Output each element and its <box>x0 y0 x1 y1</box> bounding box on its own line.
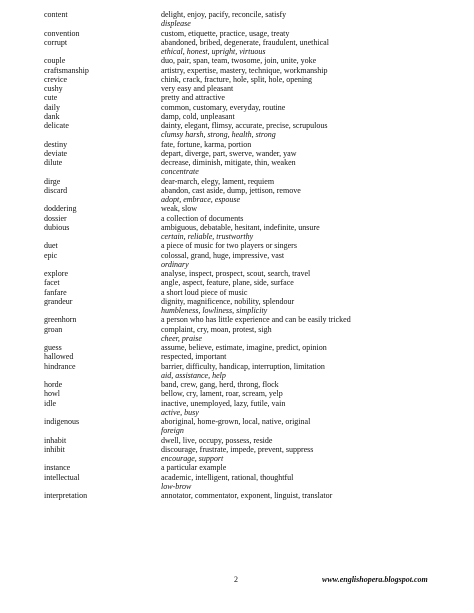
site-url: www.englishopera.blogspot.com <box>322 575 428 584</box>
vocab-meaning: dainty, elegant, flimsy, accurate, precise, scrupulous <box>161 121 328 130</box>
vocab-meaning: damp, cold, unpleasant <box>161 111 235 121</box>
vocab-meaning: fate, fortune, karma, portion <box>161 139 252 149</box>
vocab-word: hallowed <box>44 352 74 362</box>
antonym-entry <box>44 454 444 463</box>
vocab-entry <box>44 223 444 232</box>
vocab-word: dubious <box>44 222 70 232</box>
vocab-meaning: dear-march, elegy, lament, requiem <box>161 176 275 186</box>
vocab-antonym: displease <box>161 19 191 29</box>
vocab-entry <box>44 389 444 398</box>
vocab-entry <box>44 241 444 250</box>
antonym-entry <box>44 232 444 241</box>
vocab-word: deviate <box>44 148 68 158</box>
vocab-word: explore <box>44 269 68 278</box>
vocab-meaning: pretty and attractive <box>161 93 225 103</box>
spacer <box>44 19 161 28</box>
vocab-word: greenhorn <box>44 315 77 325</box>
vocab-word: guess <box>44 343 62 352</box>
vocab-word: dank <box>44 111 60 121</box>
vocab-meaning: academic, intelligent, rational, thoughtful <box>161 472 294 482</box>
vocab-entry <box>44 158 444 167</box>
vocab-entry <box>44 445 444 454</box>
vocab-entry <box>44 93 444 102</box>
vocab-entry <box>44 297 444 306</box>
vocab-antonym: concentrate <box>161 167 199 177</box>
vocab-word: groan <box>44 324 63 334</box>
vocab-entry <box>44 214 444 223</box>
antonym-entry <box>44 19 444 28</box>
vocab-entry <box>44 288 444 297</box>
vocab-meaning: dwell, live, occupy, possess, reside <box>161 435 273 445</box>
vocab-meaning: colossal, grand, huge, impressive, vast <box>161 250 285 260</box>
vocab-meaning: annotator, commentator, exponent, linguist, translator <box>161 491 333 500</box>
page-number: 2 <box>234 575 238 584</box>
vocab-meaning: artistry, expertise, mastery, technique, workmanship <box>161 65 328 75</box>
vocab-meaning: very easy and pleasant <box>161 84 234 93</box>
vocab-entry <box>44 149 444 158</box>
spacer <box>44 454 161 463</box>
vocab-word: grandeur <box>44 296 73 306</box>
vocab-word: destiny <box>44 139 68 149</box>
vocab-word: intellectual <box>44 472 80 482</box>
vocab-meaning: common, customary, everyday, routine <box>161 102 286 112</box>
vocab-antonym: aid, assistance, help <box>161 370 226 380</box>
antonym-entry <box>44 306 444 315</box>
vocab-word: instance <box>44 463 71 473</box>
vocab-meaning: a particular example <box>161 463 227 473</box>
vocab-entry <box>44 112 444 121</box>
vocab-entry <box>44 56 444 65</box>
vocab-entry <box>44 491 444 500</box>
vocab-meaning: abandoned, bribed, degenerate, fraudulent, unethical <box>161 37 329 47</box>
vocab-entry <box>44 84 444 93</box>
spacer <box>44 47 161 56</box>
vocab-meaning: aboriginal, home-grown, local, native, original <box>161 417 311 426</box>
spacer <box>44 371 161 380</box>
vocab-word: duet <box>44 241 58 251</box>
vocab-word: indigenous <box>44 417 80 426</box>
vocab-antonym: cheer, praise <box>161 333 202 343</box>
vocab-entry <box>44 29 444 38</box>
vocab-word: doddering <box>44 204 77 214</box>
antonym-entry <box>44 195 444 204</box>
vocab-antonym: adopt, embrace, espouse <box>161 195 241 204</box>
vocab-meaning: a person who has little experience and can be easily tricked <box>161 315 351 325</box>
antonym-entry <box>44 130 444 139</box>
vocab-antonym: clumsy harsh, strong, health, strong <box>161 130 276 140</box>
vocab-meaning: inactive, unemployed, lazy, futile, vain <box>161 398 286 408</box>
vocabulary-list <box>44 10 444 500</box>
vocab-entry <box>44 38 444 47</box>
antonym-entry <box>44 334 444 343</box>
vocab-antonym: ordinary <box>161 259 189 269</box>
vocab-entry <box>44 251 444 260</box>
vocab-entry <box>44 473 444 482</box>
vocab-word: cushy <box>44 84 63 93</box>
vocab-word: couple <box>44 56 66 66</box>
antonym-entry <box>44 426 444 435</box>
vocab-entry <box>44 10 444 19</box>
vocab-word: dilute <box>44 158 63 167</box>
vocab-antonym: low-brow <box>161 481 192 491</box>
vocab-entry <box>44 269 444 278</box>
vocab-antonym: foreign <box>161 426 184 436</box>
vocab-meaning: a piece of music for two players or singers <box>161 241 297 251</box>
vocab-meaning: angle, aspect, feature, plane, side, surface <box>161 278 294 288</box>
spacer <box>44 482 161 491</box>
spacer <box>44 260 161 269</box>
vocab-meaning: delight, enjoy, pacify, reconcile, satisfy <box>161 10 287 19</box>
vocab-antonym: certain, reliable, trustworthy <box>161 232 254 241</box>
antonym-entry <box>44 371 444 380</box>
vocab-entry <box>44 186 444 195</box>
vocab-antonym: encourage, support <box>161 454 224 463</box>
vocab-entry <box>44 75 444 84</box>
vocab-meaning: analyse, inspect, prospect, scout, search, travel <box>161 269 311 278</box>
vocab-word: content <box>44 10 68 19</box>
vocab-entry <box>44 417 444 426</box>
vocab-word: craftsmanship <box>44 65 89 75</box>
vocab-word: howl <box>44 389 60 399</box>
vocab-entry <box>44 463 444 472</box>
vocab-word: dirge <box>44 176 61 186</box>
vocab-meaning: dignity, magnificence, nobility, splendour <box>161 296 295 306</box>
vocab-word: dossier <box>44 213 67 223</box>
vocab-entry <box>44 343 444 352</box>
vocab-word: idle <box>44 398 56 408</box>
spacer <box>44 167 161 176</box>
spacer <box>44 306 161 315</box>
vocab-word: convention <box>44 28 80 38</box>
vocab-meaning: abandon, cast aside, dump, jettison, remove <box>161 185 301 195</box>
vocab-meaning: decrease, diminish, mitigate, thin, weaken <box>161 158 296 167</box>
vocab-word: cute <box>44 93 58 103</box>
vocab-entry <box>44 399 444 408</box>
vocab-entry <box>44 66 444 75</box>
antonym-entry <box>44 408 444 417</box>
vocab-word: interpretation <box>44 491 88 500</box>
vocab-word: crevice <box>44 74 68 84</box>
vocab-meaning: barrier, difficulty, handicap, interruption, limitation <box>161 361 325 371</box>
antonym-entry <box>44 260 444 269</box>
vocab-antonym: ethical, honest, upright, virtuous <box>161 47 266 56</box>
vocab-meaning: a short loud piece of music <box>161 287 248 297</box>
vocab-meaning: custom, etiquette, practice, usage, treaty <box>161 28 290 38</box>
vocab-entry <box>44 325 444 334</box>
spacer <box>44 426 161 435</box>
vocab-entry <box>44 352 444 361</box>
vocab-word: hindrance <box>44 361 76 371</box>
vocab-entry <box>44 362 444 371</box>
vocab-meaning: discourage, frustrate, impede, prevent, suppress <box>161 444 314 454</box>
vocab-meaning: respected, important <box>161 352 227 362</box>
vocab-word: horde <box>44 380 63 389</box>
vocab-word: daily <box>44 102 60 112</box>
vocab-word: facet <box>44 278 60 288</box>
vocab-meaning: bellow, cry, lament, roar, scream, yelp <box>161 389 283 399</box>
vocab-antonym: humbleness, lowliness, simplicity <box>161 306 268 315</box>
vocab-meaning: complaint, cry, moan, protest, sigh <box>161 324 272 334</box>
vocab-meaning: ambiguous, debatable, hesitant, indefinite, unsure <box>161 222 320 232</box>
vocab-entry <box>44 140 444 149</box>
spacer <box>44 130 161 139</box>
vocab-entry <box>44 103 444 112</box>
antonym-entry <box>44 167 444 176</box>
vocab-meaning: chink, crack, fracture, hole, split, hole, opening <box>161 74 313 84</box>
vocab-word: inhabit <box>44 435 67 445</box>
vocab-word: inhibit <box>44 444 65 454</box>
vocab-word: corrupt <box>44 37 68 47</box>
vocab-meaning: band, crew, gang, herd, throng, flock <box>161 380 279 389</box>
spacer <box>44 232 161 241</box>
vocab-word: discard <box>44 185 68 195</box>
vocab-entry <box>44 278 444 287</box>
antonym-entry <box>44 482 444 491</box>
vocab-word: epic <box>44 250 58 260</box>
vocab-word: fanfare <box>44 287 67 297</box>
spacer <box>44 334 161 343</box>
vocab-entry <box>44 380 444 389</box>
vocab-entry <box>44 204 444 213</box>
spacer <box>44 195 161 204</box>
vocab-meaning: assume, believe, estimate, imagine, predict, opinion <box>161 343 327 352</box>
vocab-meaning: duo, pair, span, team, twosome, join, unite, yoke <box>161 56 317 66</box>
vocab-entry <box>44 315 444 324</box>
vocab-word: delicate <box>44 121 69 130</box>
vocab-entry <box>44 436 444 445</box>
page-footer <box>0 574 474 586</box>
vocab-entry <box>44 121 444 130</box>
vocab-entry <box>44 177 444 186</box>
spacer <box>44 408 161 417</box>
vocab-meaning: depart, diverge, part, swerve, wander, yaw <box>161 148 297 158</box>
vocab-antonym: active, busy <box>161 407 199 417</box>
vocab-meaning: a collection of documents <box>161 213 244 223</box>
vocab-meaning: weak, slow <box>161 204 197 214</box>
antonym-entry <box>44 47 444 56</box>
